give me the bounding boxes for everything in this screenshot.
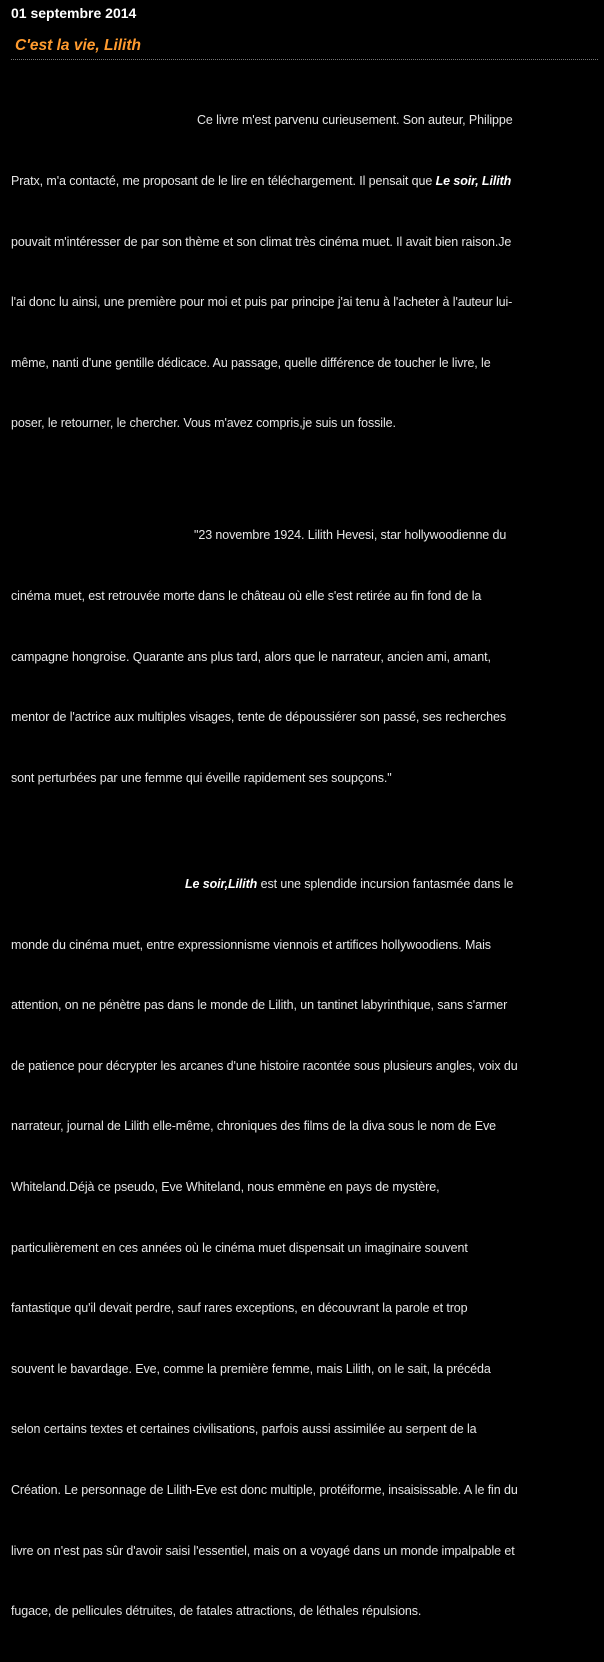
text-line: cinéma muet, est retrouvée morte dans le château où elle s'est retirée au fin fond de la — [11, 589, 482, 604]
book-title: Le soir,Lilith — [185, 876, 258, 891]
synopsis-quote — [11, 485, 604, 828]
intro-paragraph — [11, 70, 604, 474]
text-line: narrateur, journal de Lilith elle-même, chroniques des films de la diva sous le nom de Eve — [11, 1119, 497, 1134]
text-line: de patience pour décrypter les arcanes d'une histoire racontée sous plusieurs angles, voix du — [11, 1058, 518, 1073]
text-line — [11, 171, 604, 191]
text-line: Ce livre m'est parvenu curieusement. Son auteur, Philippe — [197, 113, 513, 128]
text-line: mentor de l'actrice aux multiples visages, tente de dépoussiérer son passé, ses recherches — [11, 710, 507, 725]
text-line: même, nanti d'une gentille dédicace. Au passage, quelle différence de toucher le livre, le — [11, 355, 491, 370]
text-line: Création. Le personnage de Lilith-Eve est donc multiple, protéiforme, insaisissable. A le fin du — [11, 1483, 518, 1498]
text-line: Whiteland.Déjà ce pseudo, Eve Whiteland, nous emmène en pays de mystère, — [11, 1179, 440, 1194]
text-line: l'ai donc lu ainsi, une première pour moi et puis par principe j'ai tenu à l'acheter à l'auteur lui- — [11, 295, 513, 310]
text-line: particulièrement en ces années où le cinéma muet dispensait un imaginaire souvent — [11, 1240, 468, 1255]
text-line: pouvait m'intéresser de par son thème et son climat très cinéma muet. Il avait bien raison.Je — [11, 234, 512, 249]
paragraph-spacer — [11, 474, 604, 485]
post-body — [11, 70, 604, 1662]
text-span: Pratx, m'a contacté, me proposant de le lire en téléchargement. Il pensait que — [11, 174, 436, 189]
text-line: souvent le bavardage. Eve, comme la première femme, mais Lilith, on le sait, la précéda — [11, 1361, 491, 1376]
text-line — [11, 874, 604, 894]
post-title-link[interactable]: C'est la vie, Lilith — [15, 37, 141, 54]
text-line: monde du cinéma muet, entre expressionnisme viennois et artifices hollywoodiens. Mais — [11, 937, 491, 952]
review-paragraph — [11, 834, 604, 1662]
text-line: fantastique qu'il devait perdre, sauf rares exceptions, en découvrant la parole et trop — [11, 1301, 468, 1316]
text-line: poser, le retourner, le chercher. Vous m'avez compris,je suis un fossile. — [11, 416, 396, 431]
text-line: livre on n'est pas sûr d'avoir saisi l'essentiel, mais on a voyagé dans un monde impalpable et — [11, 1543, 515, 1558]
text-line: sont perturbées par une femme qui éveille rapidement ses soupçons." — [11, 770, 392, 785]
text-line: fugace, de pellicules détruites, de fatales attractions, de léthales répulsions. — [11, 1604, 422, 1619]
text-line: attention, on ne pénètre pas dans le monde de Lilith, un tantinet labyrinthique, sans s'armer — [11, 998, 508, 1013]
text-line: campagne hongroise. Quarante ans plus tard, alors que le narrateur, ancien ami, amant, — [11, 649, 491, 664]
text-line: "23 novembre 1924. Lilith Hevesi, star hollywoodienne du — [194, 528, 507, 543]
title-divider — [11, 59, 598, 60]
text-line: selon certains textes et certaines civilisations, parfois aussi assimilée au serpent de la — [11, 1422, 477, 1437]
book-title: Le soir, Lilith — [435, 174, 512, 189]
post-date: 01 septembre 2014 — [11, 5, 137, 21]
text-span: est une splendide incursion fantasmée dans le — [257, 876, 514, 891]
